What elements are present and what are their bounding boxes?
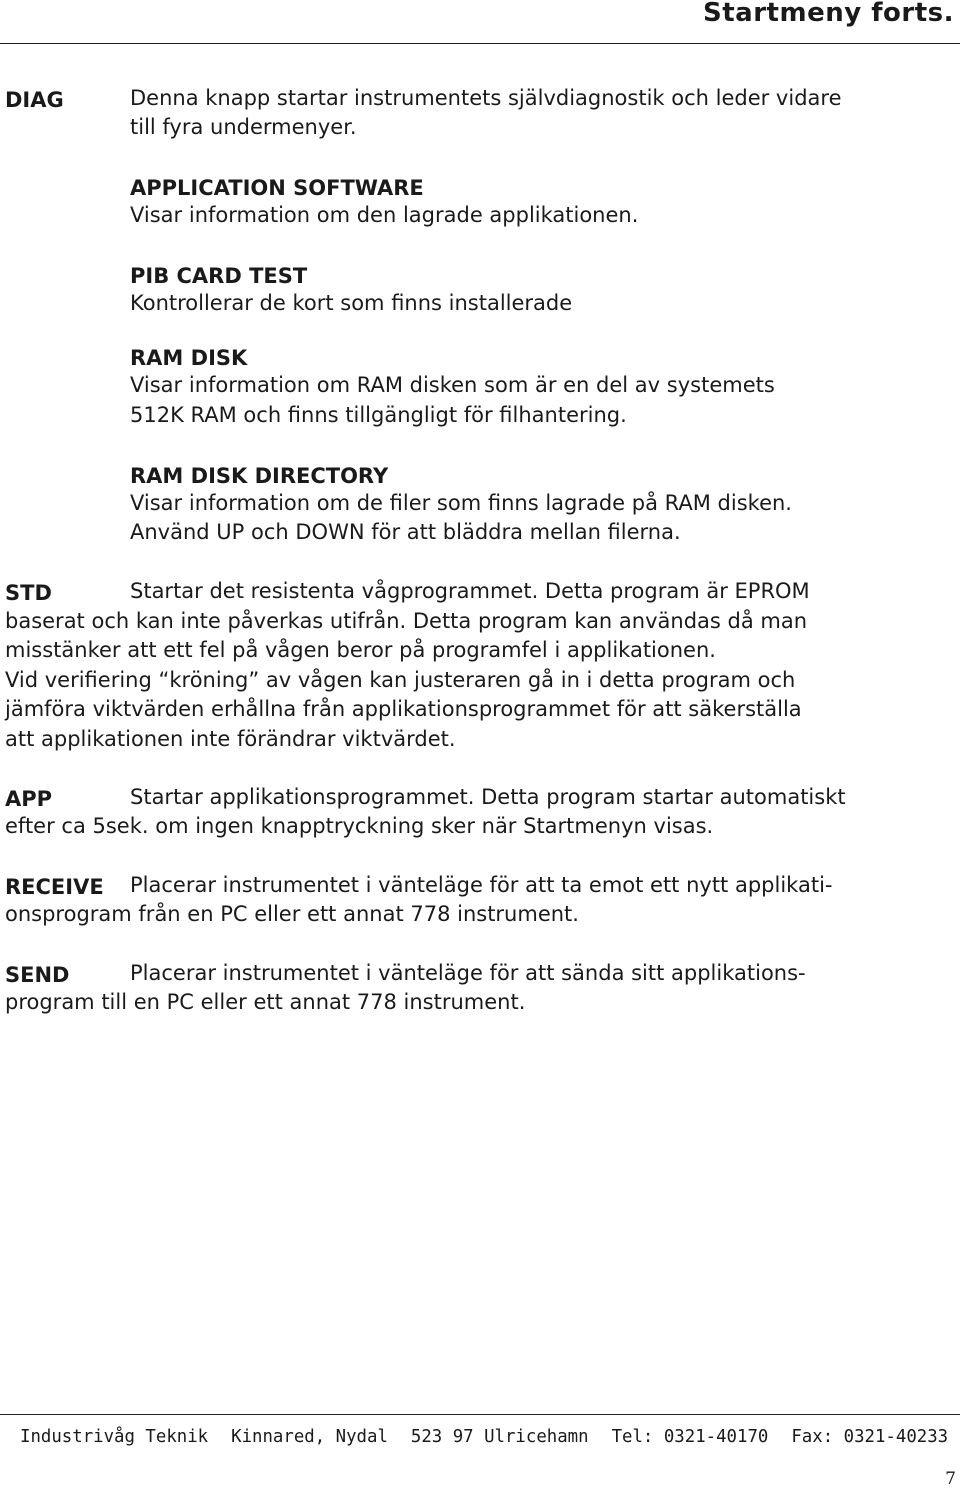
footer [20,1427,949,1447]
diag-intro-line: Denna knapp startar instrumentets självdiagnostik och leder vidare [130,86,842,110]
submenu-description: Visar information om de filer som finns lagrade på RAM disken. [130,491,792,515]
submenu-description: Kontrollerar de kort som finns installerade [130,291,573,315]
page-title: Startmeny forts. [703,0,954,28]
std-description: Vid verifiering “kröning” av vågen kan justeraren gå in i detta program och [5,668,796,692]
std-description: misstänker att ett fel på vågen beror på programfel i applikationen. [5,638,716,662]
std-label: STD [5,581,52,605]
diag-intro-line: till fyra undermenyer. [130,115,357,139]
send-description: program till en PC eller ett annat 778 instrument. [5,990,526,1014]
header-divider [0,43,960,44]
submenu-description: Visar information om RAM disken som är en del av systemets [130,373,775,397]
send-label: SEND [5,963,70,987]
submenu-description: Visar information om den lagrade applikationen. [130,203,639,227]
diag-label: DIAG [5,88,64,112]
app-label: APP [5,787,53,811]
std-description: att applikationen inte förändrar viktvärdet. [5,727,456,751]
std-description: Startar det resistenta vågprogrammet. Detta program är EPROM [130,579,810,603]
std-description: baserat och kan inte påverkas utifrån. Detta program kan användas då man [5,609,808,633]
submenu-description: Använd UP och DOWN för att bläddra mellan filerna. [130,520,681,544]
footer-city: 523 97 Ulricehamn [410,1427,589,1447]
send-description: Placerar instrumentet i vänteläge för att sända sitt applikations- [130,961,806,985]
submenu-description: 512K RAM och finns tillgängligt för filhantering. [130,403,627,427]
receive-description: onsprogram från en PC eller ett annat 778 instrument. [5,902,579,926]
footer-company: Industrivåg Teknik [20,1427,209,1447]
footer-tel: Tel: 0321-40170 [611,1427,769,1447]
submenu-title: RAM DISK DIRECTORY [130,464,389,488]
receive-description: Placerar instrumentet i vänteläge för att ta emot ett nytt applikati- [130,873,833,897]
std-description: jämföra viktvärden erhållna från applikationsprogrammet för att säkerställa [5,697,802,721]
footer-fax: Fax: 0321-40233 [791,1427,949,1447]
submenu-title: APPLICATION SOFTWARE [130,176,424,200]
app-description: efter ca 5sek. om ingen knapptryckning sker när Startmenyn visas. [5,814,714,838]
submenu-title: PIB CARD TEST [130,264,308,288]
receive-label: RECEIVE [5,875,104,899]
footer-divider [0,1414,960,1415]
app-description: Startar applikationsprogrammet. Detta program startar automatiskt [130,785,846,809]
page-number: 7 [945,1469,956,1489]
submenu-title: RAM DISK [130,346,248,370]
footer-address: Kinnared, Nydal [231,1427,388,1447]
